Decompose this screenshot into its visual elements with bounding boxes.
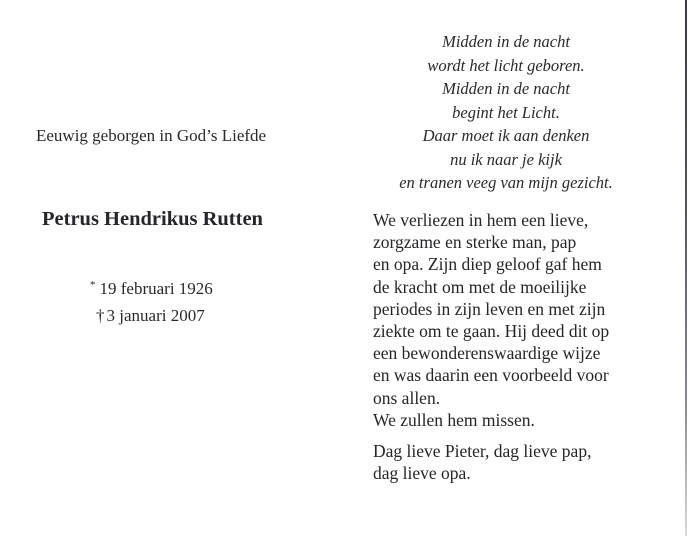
poem-line: Daar moet ik aan denken (422, 126, 590, 145)
birth-date-row (90, 272, 213, 302)
message-line: en was daarin een voorbeeld voor (373, 365, 609, 386)
poem-line: nu ik naar je kijk (450, 149, 562, 169)
farewell-line: Dag lieve Pieter, dag lieve pap, (373, 441, 592, 461)
poem-line: begint het Licht. (452, 102, 560, 122)
birth-star-icon: * (90, 279, 96, 291)
message-line: periodes in zijn leven en met zijn (373, 298, 606, 319)
birth-date: 19 februari 1926 (99, 279, 213, 298)
poem-line: Midden in de nacht (442, 79, 570, 98)
message-line: en opa. Zijn diep geloof gaf hem (373, 254, 602, 275)
deceased-name: Petrus Hendrikus Rutten (42, 208, 263, 230)
message-line: een bewonderenswaardige wijze (373, 343, 601, 364)
message-line: de kracht om met de moeilijke (373, 276, 587, 297)
message-line: We verliezen in hem een lieve, (373, 210, 589, 230)
message-line: ziekte om te gaan. Hij deed dit op (373, 321, 610, 342)
death-date-row (90, 302, 213, 329)
poem-line: Midden in de nacht (442, 32, 570, 51)
poem-line: wordt het licht geboren. (427, 55, 585, 75)
message-line: ons allen. (373, 387, 441, 408)
message-line: We zullen hem missen. (373, 409, 535, 430)
poem-line: en tranen veeg van mijn gezicht. (399, 173, 613, 192)
farewell-message (373, 440, 591, 484)
life-dates (90, 272, 213, 329)
card-fold-edge (685, 0, 687, 536)
motto-text: Eeuwig geborgen in God’s Liefde (36, 126, 267, 145)
memorial-message (373, 209, 673, 431)
message-line: zorgzame en sterke man, pap (373, 232, 577, 253)
death-cross-icon: † (96, 306, 105, 325)
farewell-line: dag lieve opa. (373, 463, 471, 484)
poem (380, 30, 632, 195)
death-date: 3 januari 2007 (106, 306, 205, 325)
